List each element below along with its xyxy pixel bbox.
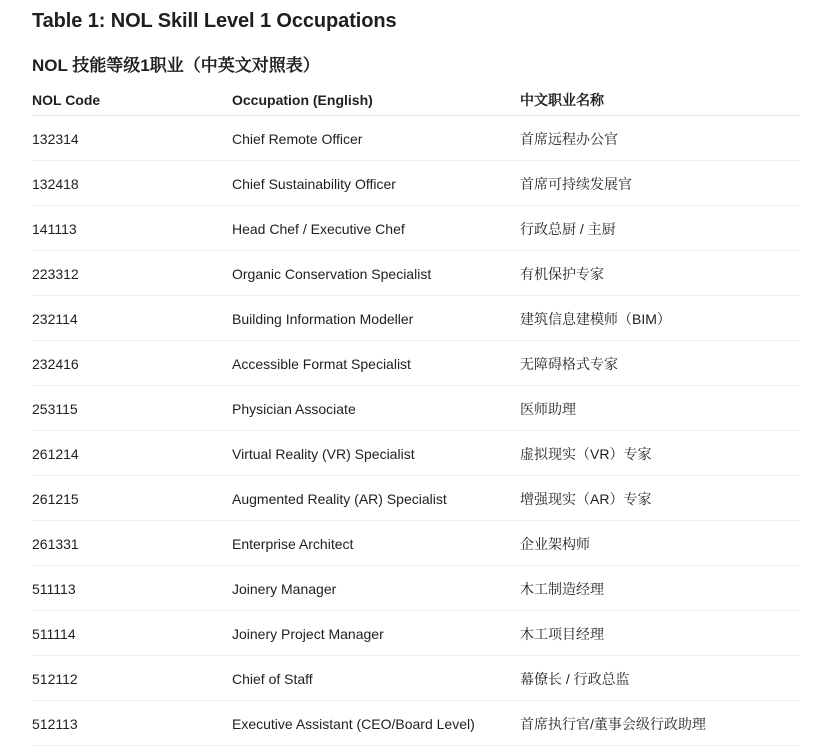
table-row [32, 341, 800, 386]
header-occupation-english: Occupation (English) [232, 92, 373, 108]
table-row [32, 566, 800, 611]
occupations-table [32, 85, 800, 746]
occupation-english-cell: Virtual Reality (VR) Specialist [232, 446, 415, 462]
header-nol-code: NOL Code [32, 92, 101, 108]
nol-code-cell: 232114 [32, 311, 78, 327]
table-row [32, 296, 800, 341]
nol-code-cell: 141113 [32, 221, 77, 237]
occupation-english-cell: Augmented Reality (AR) Specialist [232, 491, 447, 507]
nol-code-cell: 223312 [32, 266, 79, 282]
table-row [32, 431, 800, 476]
occupation-chinese-cell: 有机保护专家 [520, 266, 604, 282]
occupation-chinese-cell: 木工制造经理 [520, 581, 604, 597]
occupation-chinese-cell: 企业架构师 [520, 536, 590, 552]
table-row [32, 656, 800, 701]
table-subtitle: NOL 技能等级1职业（中英文对照表） [32, 56, 320, 75]
occupation-english-cell: Executive Assistant (CEO/Board Level) [232, 716, 475, 732]
table-row [32, 161, 800, 206]
table-row [32, 521, 800, 566]
occupation-chinese-cell: 行政总厨 / 主厨 [520, 221, 616, 237]
occupation-chinese-cell: 无障碍格式专家 [520, 356, 618, 372]
nol-code-cell: 132418 [32, 176, 79, 192]
occupation-chinese-cell: 首席可持续发展官 [520, 176, 632, 192]
nol-code-cell: 511113 [32, 581, 76, 597]
table-row [32, 611, 800, 656]
occupation-english-cell: Enterprise Architect [232, 536, 354, 552]
page-title: Table 1: NOL Skill Level 1 Occupations [32, 10, 397, 32]
occupation-english-cell: Joinery Manager [232, 581, 337, 597]
occupation-english-cell: Organic Conservation Specialist [232, 266, 432, 282]
table-row [32, 386, 800, 431]
nol-code-cell: 132314 [32, 131, 79, 147]
header-occupation-chinese: 中文职业名称 [520, 92, 604, 108]
occupation-english-cell: Chief Remote Officer [232, 131, 363, 147]
occupation-chinese-cell: 建筑信息建模师（BIM） [520, 311, 671, 327]
table-header-row [32, 85, 800, 116]
occupation-english-cell: Chief of Staff [232, 671, 313, 687]
table-row [32, 251, 800, 296]
occupation-chinese-cell: 幕僚长 / 行政总监 [520, 671, 630, 687]
table-row [32, 701, 800, 746]
nol-code-cell: 512113 [32, 716, 78, 732]
nol-code-cell: 261331 [32, 536, 79, 552]
nol-code-cell: 261214 [32, 446, 79, 462]
occupation-chinese-cell: 首席执行官/董事会级行政助理 [520, 716, 706, 732]
occupation-chinese-cell: 虚拟现实（VR）专家 [520, 446, 652, 462]
occupation-english-cell: Building Information Modeller [232, 311, 414, 327]
table-body [32, 116, 800, 746]
occupation-chinese-cell: 增强现实（AR）专家 [520, 491, 652, 507]
nol-code-cell: 232416 [32, 356, 79, 372]
nol-code-cell: 512112 [32, 671, 78, 687]
occupation-english-cell: Physician Associate [232, 401, 356, 417]
occupation-chinese-cell: 医师助理 [520, 401, 576, 417]
nol-code-cell: 511114 [32, 626, 76, 642]
occupation-english-cell: Joinery Project Manager [232, 626, 384, 642]
nol-code-cell: 253115 [32, 401, 78, 417]
occupation-english-cell: Accessible Format Specialist [232, 356, 411, 372]
table-row [32, 116, 800, 161]
nol-code-cell: 261215 [32, 491, 79, 507]
table-row [32, 476, 800, 521]
occupation-english-cell: Chief Sustainability Officer [232, 176, 396, 192]
occupation-chinese-cell: 木工项目经理 [520, 626, 604, 642]
occupation-english-cell: Head Chef / Executive Chef [232, 221, 405, 237]
occupation-chinese-cell: 首席远程办公官 [520, 131, 618, 147]
table-row [32, 206, 800, 251]
